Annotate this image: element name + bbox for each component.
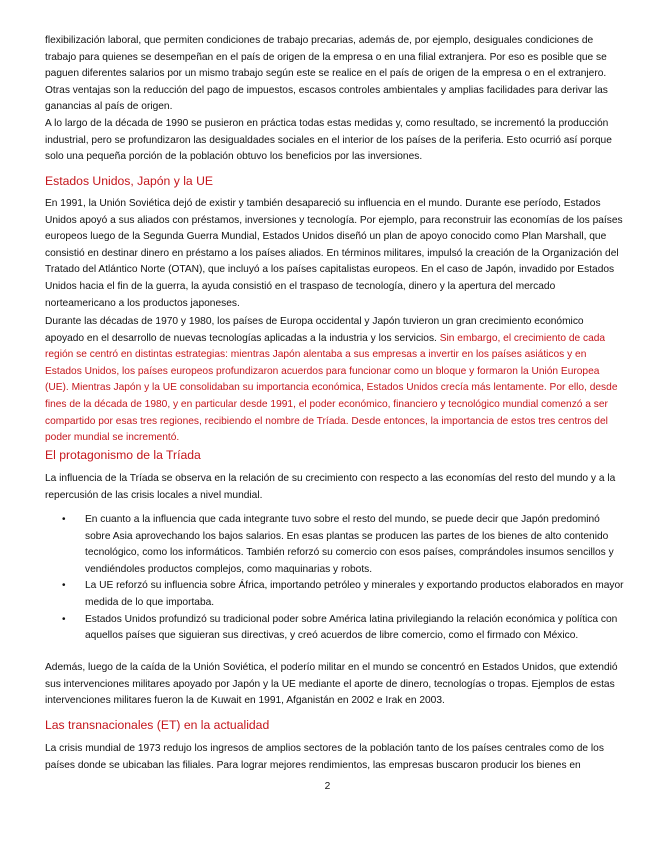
paragraph-crisis-1973: La crisis mundial de 1973 redujo los ingresos de amplios sectores de la población tanto de los países centrales como de los países donde se ubicaban las filiales. Para lograr mejores rendimientos, las empresas buscaron producir los bienes en: [45, 743, 604, 771]
list-item: [45, 512, 625, 578]
paragraph-text-black: Durante las décadas de 1970 y 1980, los países de Europa occidental y Japón tuvieron un gran crecimiento económico apoyado en el desarrollo de nuevas tecnologías aplicadas a la industria y los servicios.: [45, 316, 584, 344]
list-item: [45, 612, 625, 645]
paragraph-text-highlighted: Sin embargo, el crecimiento de cada región se centró en distintas estrategias: mientras Japón alentaba a sus empresas a invertir en los países asiáticos y en Estados Unidos, los países europeos profundizaron acuerdos para funcionar como un bloque y formaron la Unión Europea (UE). Mientras Japón y la UE consolidaban su importancia económica, Estados Unidos crecía más lentamente. Por ello, desde fines de la década de 1980, y en particular desde 1991, el poder económico, financiero y tecnológico mundial comenzó a ser compartido por esas tres regiones, recibiendo el nombre de Tríada. Desde entonces, la importancia de estos tres centros del poder mundial se incrementó.: [45, 332, 618, 444]
bullet-icon: •: [62, 580, 66, 592]
list-item-text: La UE reforzó su influencia sobre África, importando petróleo y minerales y exportando productos elaborados en mayor medida de lo que importaba.: [85, 580, 624, 608]
bullet-icon: •: [62, 613, 66, 625]
paragraph-decadas-1970-1980: [45, 314, 625, 447]
paragraph-union-sovietica: En 1991, la Unión Soviética dejó de existir y también desapareció su influencia en el mundo. Durante ese período, Estados Unidos apoyó a sus aliados con préstamos, inversiones y tecnología. Por ejemplo, para reconstruir las economías de los países europeos luego de la Segunda Guerra Mundial, Estados Unidos diseñó un plan de apoyo conocido como Plan Marshall, que consistió en destinar dinero en préstamo a los países aliados. En términos militares, impulsó la creación de la Organización del Tratado del Atlántico Norte (OTAN), que incluyó a los países capitalistas europeos. En el caso de Japón, invadido por Estados Unidos hacia el fin de la guerra, la ayuda consistió en el traspaso de tecnología, dinero y la apertura del mercado norteamericano a los productos japoneses.: [45, 198, 623, 309]
paragraph-decada-1990: A lo largo de la década de 1990 se pusieron en práctica todas estas medidas y, como resultado, se incrementó la producción industrial, pero se profundizaron las desigualdades sociales en el interior de los países de la periferia. Esto ocurrió así porque solo una pequeña porción de la población obtuvo los beneficios por las inversiones.: [45, 118, 612, 163]
paragraph-flexibilizacion: flexibilización laboral, que permiten condiciones de trabajo precarias, además de, por ejemplo, desiguales condiciones de trabajo para quienes se desempeñan en el país de origen de la empresa o en una filial extranjera. Por eso es posible que se paguen diferentes salarios por un mismo trabajo según este se realice en el país de origen de la empresa o en el extranjero. Otras ventajas son la reducción del pago de impuestos, escasos controles ambientales y amplias facilidades para derivar las ganancias al país de origen.: [45, 35, 608, 113]
heading-estados-unidos-japon-ue: Estados Unidos, Japón y la UE: [45, 174, 214, 188]
list-item-text: Estados Unidos profundizó su tradicional poder sobre América latina privilegiando la relación económica y política con aquellos países que siguieran sus directivas, y creó acuerdos de libre comercio, como el firmado con México.: [85, 613, 618, 642]
list-item: [45, 578, 625, 611]
list-item-text: En cuanto a la influencia que cada integrante tuvo sobre el resto del mundo, se puede decir que Japón predominó sobre Asia aprovechando los bajos salarios. En esas plantas se producen las partes de los bienes de alto contenido tecnológico, como los informáticos. También reforzó su comercio con esos países, comprándoles insumos sencillos y vendiéndoles productos complejos, como maquinarias y robots.: [85, 514, 614, 575]
paragraph-poderio-militar: Además, luego de la caída de la Unión Soviética, el poderío militar en el mundo se concentró en Estados Unidos, que extendió sus intervenciones militares apoyado por Japón y la UE mediante el aporte de dinero, tecnologías o tropas. Ejemplos de estas intervenciones militares fueron la de Kuwait en 1991, Afganistán en 2002 e Irak en 2003.: [45, 662, 618, 707]
heading-protagonismo-triada: El protagonismo de la Tríada: [45, 448, 201, 462]
heading-transnacionales: Las transnacionales (ET) en la actualidad: [45, 718, 270, 732]
bullet-list: [45, 512, 625, 645]
page-number: 2: [324, 781, 331, 792]
paragraph-influencia-triada: La influencia de la Tríada se observa en la relación de su crecimiento con respecto a las economías del resto del mundo y a la repercusión de las crisis locales a nivel mundial.: [45, 473, 616, 501]
bullet-icon: •: [62, 514, 66, 525]
